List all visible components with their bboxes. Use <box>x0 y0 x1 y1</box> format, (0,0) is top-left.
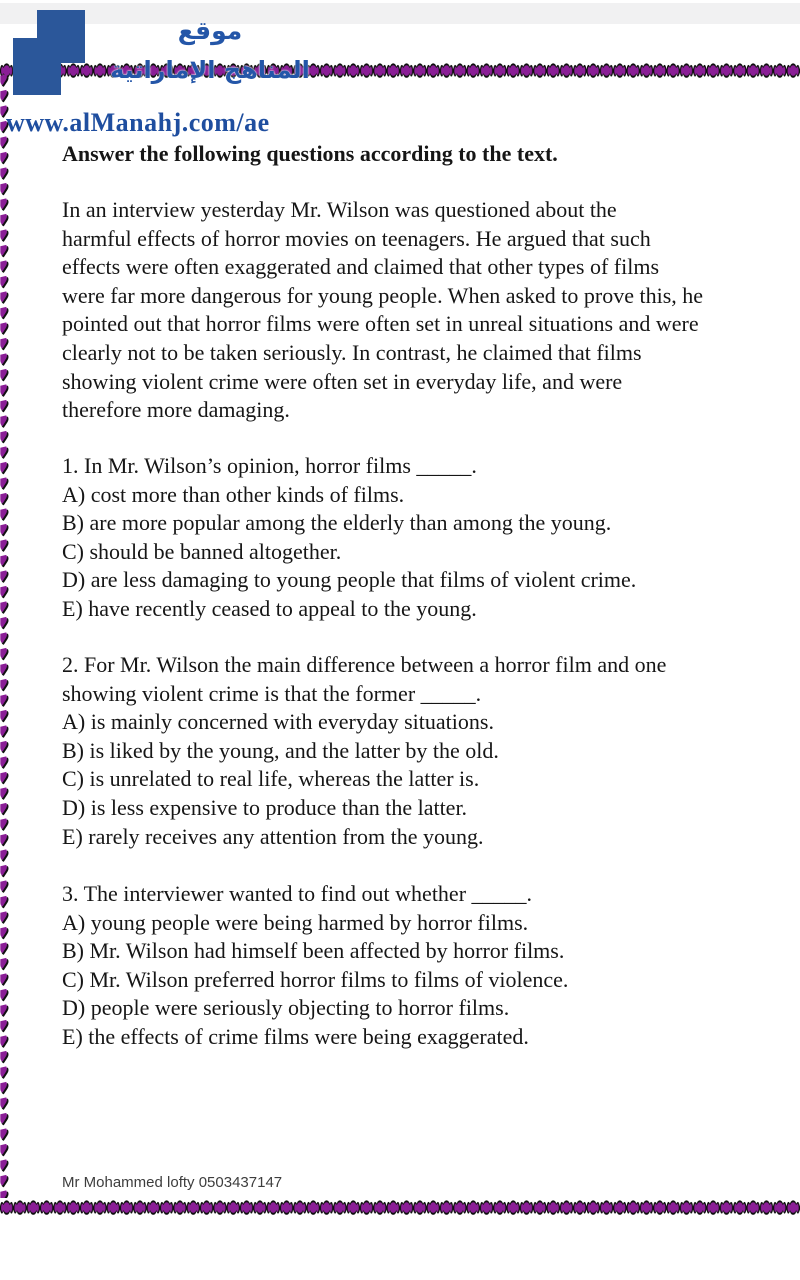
question-block-1 <box>62 452 796 624</box>
question-1-option: C) should be banned altogether. <box>62 538 342 564</box>
question-3-option: E) the effects of crime films were being exaggerated. <box>62 1023 529 1049</box>
site-url-link[interactable]: www.alManahj.com/ae <box>6 108 270 137</box>
question-block-2 <box>62 651 796 851</box>
ornament-border-bottom <box>0 1198 800 1217</box>
instructions-heading: Answer the following questions according to the text. <box>62 141 558 166</box>
question-2-option: E) rarely receives any attention from the young. <box>62 823 484 849</box>
question-2-option: A) is mainly concerned with everyday situations. <box>62 709 494 735</box>
footer-author: Mr Mohammed lofty 0503437147 <box>62 1174 283 1191</box>
question-2-option: D) is less expensive to produce than the latter. <box>62 794 468 820</box>
question-2-option: C) is unrelated to real life, whereas the latter is. <box>62 766 480 792</box>
passage-line: clearly not to be taken seriously. In contrast, he claimed that films <box>62 339 642 365</box>
passage-line: effects were often exaggerated and claimed that other types of films <box>62 254 660 280</box>
question-block-3 <box>62 880 796 1052</box>
passage-line: In an interview yesterday Mr. Wilson was questioned about the <box>62 197 617 222</box>
site-name-arabic-line2: المناهج الإماراتية <box>110 56 310 84</box>
question-1-option: B) are more popular among the elderly than among the young. <box>62 510 612 536</box>
passage-line: showing violent crime were often set in everyday life, and were <box>62 368 623 394</box>
question-3-option: B) Mr. Wilson had himself been affected by horror films. <box>62 938 565 964</box>
passage-line: harmful effects of horror movies on teenagers. He argued that such <box>62 225 651 251</box>
passage-line: pointed out that horror films were often set in unreal situations and were <box>62 311 699 337</box>
question-1-stem-line: 1. In Mr. Wilson’s opinion, horror films _____. <box>62 453 477 478</box>
passage-line: were far more dangerous for young people. When asked to prove this, he <box>62 282 704 308</box>
question-1-option: E) have recently ceased to appeal to the young. <box>62 595 477 621</box>
question-2-option: B) is liked by the young, and the latter by the old. <box>62 737 499 763</box>
almanahj-logo-square-bottom <box>13 38 61 95</box>
question-3-option: D) people were seriously objecting to horror films. <box>62 995 510 1021</box>
reading-passage <box>62 196 796 425</box>
question-3-option: C) Mr. Wilson preferred horror films to films of violence. <box>62 966 569 992</box>
question-1-option: A) cost more than other kinds of films. <box>62 481 405 507</box>
ornament-border-left <box>0 74 9 1198</box>
passage-line: therefore more damaging. <box>62 397 290 423</box>
question-3-stem-line: 3. The interviewer wanted to find out whether _____. <box>62 881 533 906</box>
site-name-arabic-line1: موقع <box>177 16 243 45</box>
question-2-stem-line: showing violent crime is that the former _____. <box>62 680 482 706</box>
question-1-option: D) are less damaging to young people that films of violent crime. <box>62 567 637 593</box>
question-3-option: A) young people were being harmed by horror films. <box>62 909 529 935</box>
question-2-stem-line: 2. For Mr. Wilson the main difference between a horror film and one <box>62 652 667 677</box>
